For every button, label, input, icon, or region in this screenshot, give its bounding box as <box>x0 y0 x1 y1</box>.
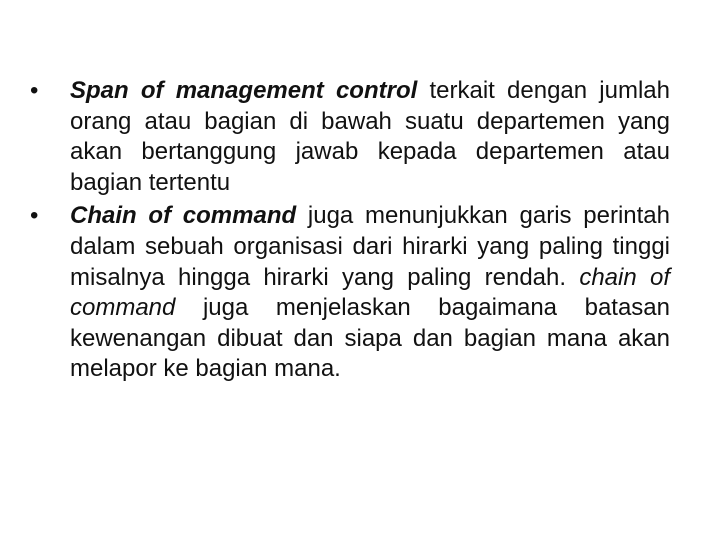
chain-of-command-description-part-2: juga menjelaskan bagaimana batasan kewenangan dibuat dan siapa dan bagian mana akan melapor ke bagian mana. <box>70 294 670 383</box>
term-span-of-management: Span of management control <box>70 77 418 104</box>
chain-of-command-emphasis: chain of command <box>70 263 671 322</box>
chain-of-command-description-part-1: juga menunjukkan garis perintah dalam sebuah organisasi dari hirarki yang paling tinggi misalnya hingga hirarki yang paling rendah. <box>70 202 670 291</box>
span-of-management-description: terkait dengan jumlah orang atau bagian di bawah suatu departemen yang akan bertanggung jawab kepada departemen atau bagian tertentu <box>70 77 670 196</box>
bullet-item-chain-of-command <box>30 201 670 385</box>
bullet-item-span-of-management <box>30 76 670 198</box>
bullet-icon: • <box>30 202 39 230</box>
bullet-list <box>30 76 670 388</box>
bullet-icon: • <box>30 77 39 104</box>
term-chain-of-command: Chain of command <box>70 202 297 230</box>
